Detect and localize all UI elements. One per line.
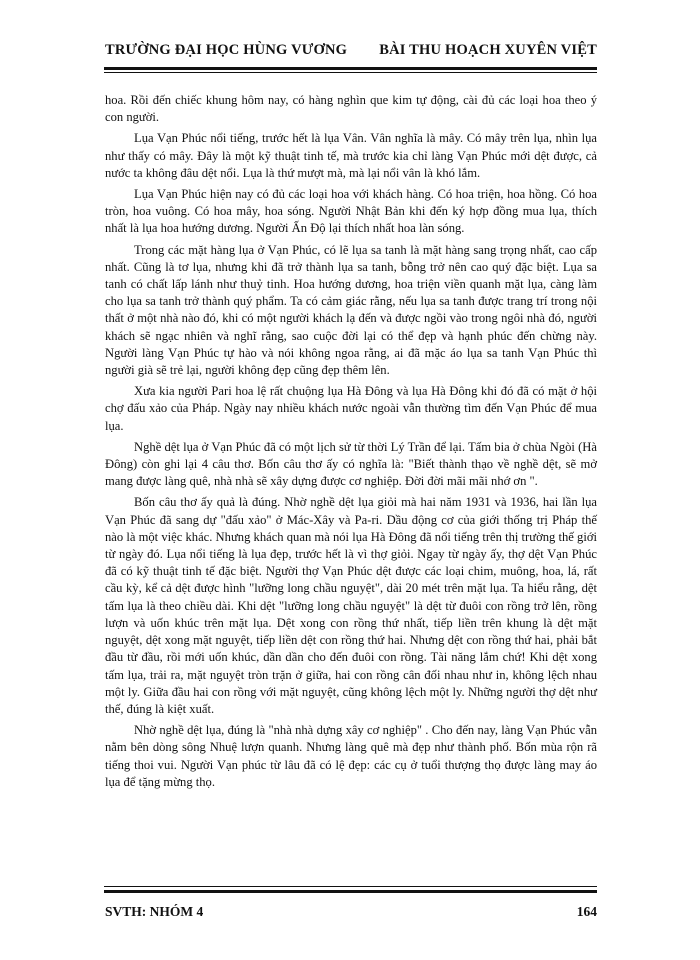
page-header	[105, 42, 597, 64]
header-report-title: BÀI THU HOẠCH XUYÊN VIỆT	[379, 42, 597, 58]
paragraph: Nhờ nghề dệt lụa, đúng là "nhà nhà dựng xây cơ nghiệp" . Cho đến nay, làng Vạn Phúc vẫn nằm bên dòng sông Nhuệ lượn quanh. Nhưng làng quê mà đẹp như thành phố. Bốn mùa rộn rã tiếng thoi vui. Người Vạn phúc từ lâu đã có lệ đẹp: các cụ ở tuổi thượng thọ được làng may áo lụa để tặng mừng thọ.	[105, 723, 597, 789]
page-footer	[105, 904, 597, 924]
page-body	[105, 92, 597, 795]
footer-rule-thin	[104, 886, 597, 887]
paragraph: Bốn câu thơ ấy quả là đúng. Nhờ nghề dệt lụa giỏi mà hai năm 1931 và 1936, hai lần lụa Vạn Phúc đã sang dự "đấu xảo" ở Mác-Xây và Pa-ri. Dầu động cơ của giới thống trị Pháp thế nào là một việc khác. Nhưng khách quan mà nói lụa Hà Đông đã nổi tiếng trên thị trường thế giới từ ngày đó. Lụa nổi tiếng là lụa đẹp, trước hết là vì thợ giỏi. Ngay từ ngày ấy, thợ dệt Vạn Phúc đã có kỹ thuật tinh tế đặc biệt. Người thợ Vạn Phúc dệt được các loại chim, muông, hoa, lá, rất cầu kỳ, kể cả dệt được hình "lưỡng long chầu nguyệt", dài 20 mét trên mặt lụa. Ta hiểu rằng, dệt tấm lụa là theo chiều dài. Khi dệt "lưỡng long chầu nguyệt" là dệt từ đuôi con rồng trở lên, rồng lượn và uốn khúc trên mặt lụa. Dệt xong con rồng thứ nhất, tiếp liền trên khung là dệt mặt nguyệt, dệt xong mặt nguyệt, tiếp liền dệt con rồng thứ hai. Nhưng dệt con rồng thứ hai, phải bắt đầu từ đầu, rồi mới uốn khúc, dần dần cho đến đuôi con rồng. Tài năng lắm chứ! Khi dệt xong tấm lụa, trải ra, mặt nguyệt tròn trặn ở giữa, hai con rồng cân đối nhau như in, không lệch nhau một ly. Giữa đầu hai con rồng với mặt nguyệt, cũng không lệch một ly. Những người thợ dệt như thế, đúng là kiệt xuất.	[105, 495, 597, 716]
paragraph: Lụa Vạn Phúc nổi tiếng, trước hết là lụa Vân. Vân nghĩa là mây. Có mây trên lụa, nhìn lụa như thấy có mây. Đây là một kỹ thuật tinh tế, mà trước kia chỉ làng Vạn Phúc mới dệt được, cả nước ta không đâu dệt nổi. Lụa là thứ mượt mà, mà lại nổi vân là khó lắm.	[105, 131, 597, 180]
paragraph: Nghề dệt lụa ở Vạn Phúc đã có một lịch sử từ thời Lý Trần để lại. Tấm bia ở chùa Ngòi (Hà Đông) còn ghi lại 4 câu thơ. Bốn câu thơ ấy có nghĩa là: "Biết thành thạo về nghề dệt, sẽ mở mang được làng quê, nhà nhà sẽ xây dựng được cơ nghiệp. Đời đời mãi mãi nhớ ơn ".	[105, 439, 597, 489]
header-rule-thin	[104, 72, 597, 73]
paragraph: Lụa Vạn Phúc hiện nay có đủ các loại hoa với khách hàng. Có hoa triện, hoa hồng. Có hoa tròn, hoa vuông. Có hoa mây, hoa sóng. Người Nhật Bản khi đến ký hợp đồng mua lụa, thích nhất là lụa hoa hướng dương. Người Ấn Độ lại thích nhất hoa làn sóng.	[105, 187, 597, 236]
paragraph: hoa. Rồi đến chiếc khung hôm nay, có hàng nghìn que kim tự động, cài đủ các loại hoa theo ý con người.	[105, 93, 597, 125]
page-number: 164	[576, 904, 597, 919]
header-rule-thick	[104, 67, 597, 70]
footer-author: SVTH: NHÓM 4	[105, 904, 204, 919]
header-school-name: TRƯỜNG ĐẠI HỌC HÙNG VƯƠNG	[105, 42, 348, 58]
paragraph: Trong các mặt hàng lụa ở Vạn Phúc, có lẽ lụa sa tanh là mặt hàng sang trọng nhất, cao cấp nhất. Cũng là tơ lụa, nhưng khi đã trở thành lụa sa tanh, bỗng trở nên cao quý đặc biệt. Lụa sa tanh có chất lấp lánh như thuỷ tinh. Hoa hướng dương, hoa triện viền quanh mặt lụa, càng làm cho lụa sa tanh trở thành quý phẩm. Ta có cảm giác rằng, nếu lụa sa tanh được trang trí trong nội thất ở một nhà nào đó, khi có một người khách lạ đến và được ngồi vào trong ngôi nhà đó, người khách sẽ ngạc nhiên và nghĩ rằng, sao cuộc đời lại có thể đẹp và hạnh phúc đến chừng này. Người làng Vạn Phúc tự hào và nói không ngoa rằng, ai đã mặc áo lụa sa tanh Vạn Phúc thì người già sẽ trẻ lại, người không đẹp cũng đẹp thêm lên.	[105, 242, 597, 378]
footer-rule-thick	[104, 890, 597, 893]
paragraph: Xưa kia người Pari hoa lệ rất chuộng lụa Hà Đông và lụa Hà Đông khi đó đã có mặt ở hội chợ đấu xảo của Pháp. Ngày nay nhiều khách nước ngoài vẫn thường tìm đến Vạn Phúc để mua lụa.	[105, 384, 597, 433]
